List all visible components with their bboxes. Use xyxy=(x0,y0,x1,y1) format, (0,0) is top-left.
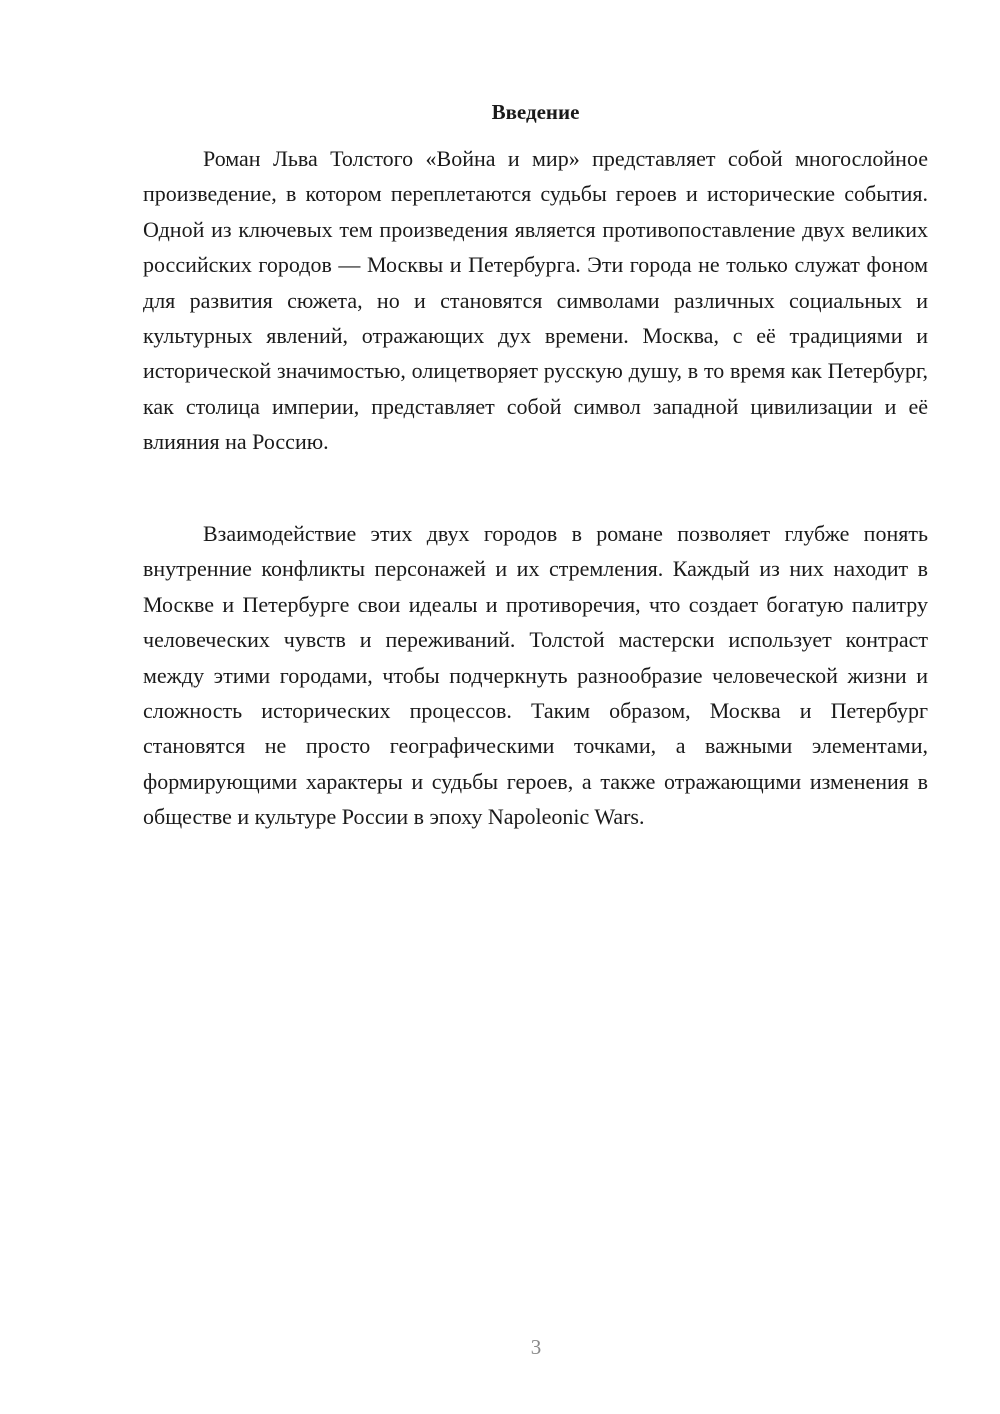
paragraph-introduction: Роман Льва Толстого «Война и мир» представляет собой многослойное произведение, в котором переплетаются судьбы героев и исторические события. Одной из ключевых тем произведения является противопоставление двух великих российских городов — Москвы и Петербурга. Эти города не только служат фоном для развития сюжета, но и становятся символами различных социальных и культурных явлений, отражающих дух времени. Москва, с её традициями и исторической значимостью, олицетворяет русскую душу, в то время как Петербург, как столица империи, представляет собой символ западной цивилизации и её влияния на Россию. xyxy=(143,146,928,455)
paragraph-interaction: Взаимодействие этих двух городов в романе позволяет глубже понять внутренние конфликты персонажей и их стремления. Каждый из них находит в Москве и Петербурге свои идеалы и противоречия, что создает богатую палитру человеческих чувств и переживаний. Толстой мастерски использует контраст между этими городами, чтобы подчеркнуть разнообразие человеческой жизни и сложность исторических процессов. Таким образом, Москва и Петербург становятся не просто географическими точками, а важными элементами, формирующими характеры и судьбы героев, а также отражающими изменения в обществе и культуре России в эпоху Napoleonic Wars. xyxy=(143,521,928,830)
section-heading: Введение xyxy=(491,100,580,124)
page-number: 3 xyxy=(530,1335,542,1359)
